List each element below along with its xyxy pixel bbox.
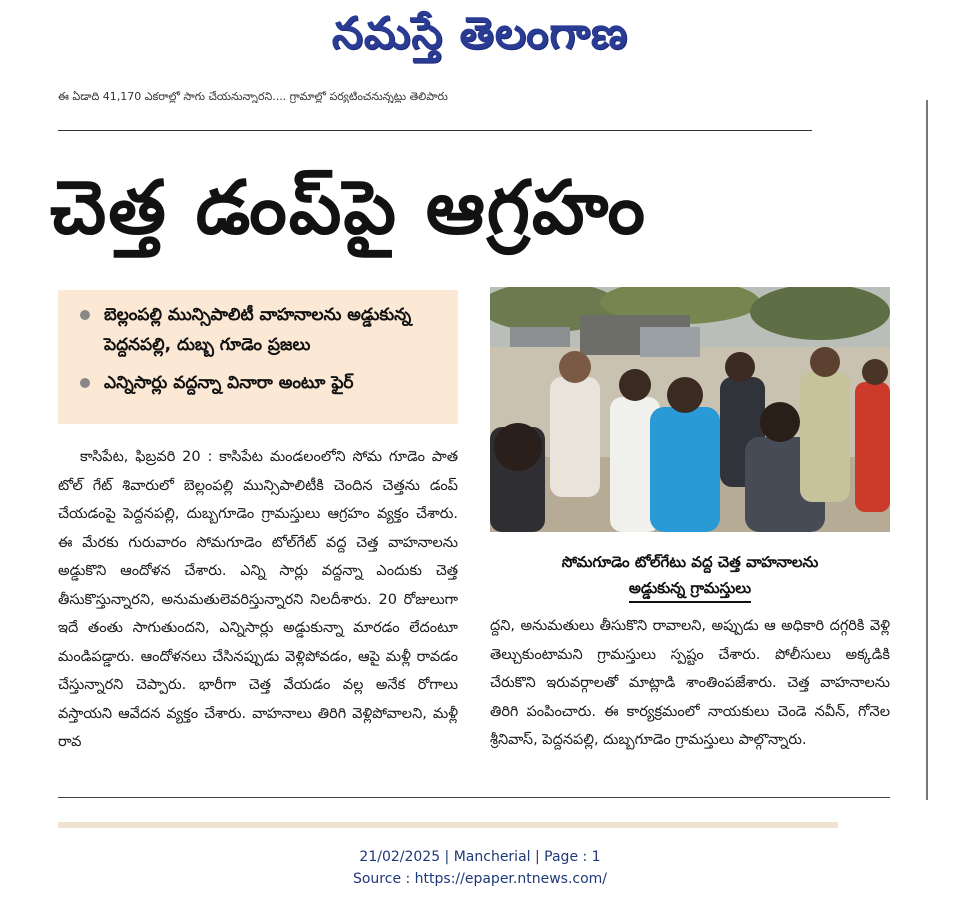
source-link[interactable]: Source : https://epaper.ntnews.com/	[352, 871, 608, 887]
clipped-text-strip: ఈ ఏడాది 41,170 ఎకరాల్లో సాగు చేయనున్నారని.... గ్రామాల్లో పర్యటించనున్నట్లు తెలిపారు	[58, 91, 448, 103]
photo-caption	[490, 549, 890, 603]
kicker-item	[80, 300, 446, 360]
article-headline: చెత్త డంప్‌పై ఆగ్రహం	[50, 165, 648, 251]
clipped-next-article-strip	[58, 822, 838, 828]
newspaper-logo: నమస్తే తెలంగాణ	[331, 8, 629, 59]
kicker-text: బెల్లంపల్లి మున్సిపాలిటీ వాహనాలను అడ్డుకున్న పెద్దనపల్లి, దుబ్బ గూడెం ప్రజలు	[104, 305, 412, 355]
kicker-item	[80, 368, 446, 398]
bottom-divider	[58, 797, 890, 798]
article-body-left: కాసిపేట, ఫిబ్రవరి 20 : కాసిపేట మండలంలోని సోమ గూడెం పాత టోల్ గేట్ శివారులో బెల్లంపల్లి మున్సిపాలిటీకి చెందిన చెత్తను డంప్ చేయడంపై పెద్దనపల్లి, దుబ్బగూడెం గ్రామస్తులు ఆగ్రహం వ్యక్తం చేశారు. ఈ మేరకు గురువారం సోమగూడెం టోల్‌గేట్ వద్ద చెత్త వాహనాలను అడ్డుకొని ఆందోళన చేశారు. ఎన్ని సార్లు వద్దన్నా ఎందుకు చెత్త తీసుకొస్తున్నారని, అనుమతులెవరిస్తున్నారని నిలదీశారు. 20 రోజులుగా ఇదే తంతు సాగుతుందని, ఎన్నిసార్లు అడ్డుకున్నా మారడం లేదంటూ మండిపడ్డారు. ఆందోళనలు చేసినప్పుడు వెళ్లిపోవడం, ఆపై మళ్లీ రావడం చేస్తున్నారని చెప్పారు. భారీగా చెత్త వేయడం వల్ల అనేక రోగాలు వస్తాయని ఆవేదన వ్యక్తం చేశారు. వాహనాలు తిరిగి వెళ్లిపోవాలని, మళ్లీ రావ	[58, 449, 458, 750]
kicker-text: ఎన్నిసార్లు వద్దన్నా వినారా అంటూ ఫైర్	[104, 373, 354, 393]
page-footer	[0, 846, 960, 890]
news-photo	[490, 287, 890, 532]
top-divider	[58, 130, 812, 131]
column-divider	[926, 100, 928, 800]
caption-line: సోమగూడెం టోల్‌గేటు వద్ద చెత్త వాహనాలను	[561, 553, 819, 571]
masthead	[0, 0, 960, 80]
edition-info: 21/02/2025 | Mancherial | Page : 1	[359, 849, 601, 865]
caption-line: అడ్డుకున్న గ్రామస్తులు	[629, 575, 751, 603]
bullet-icon	[80, 378, 90, 388]
bullet-icon	[80, 310, 90, 320]
article-body-right: ద్దని, అనుమతులు తీసుకొని రావాలని, అప్పుడు ఆ అధికారి దగ్గరికి వెళ్లి తెల్చుకుంటామని గ్రామస్తులు స్పష్టం చేశారు. పోలీసులు అక్కడికి చేరుకొని ఇరువర్గాలతో మాట్లాడి శాంతింపజేశారు. చెత్త వాహనాలను తిరిగి పంపించారు. ఈ కార్యక్రమంలో నాయకులు చెండె నవీన్, గోనెల శ్రీనివాస్, పెద్దనపల్లి, దుబ్బగూడెం గ్రామస్తులు పాల్గొన్నారు.	[490, 618, 890, 748]
kicker-box	[58, 290, 458, 424]
